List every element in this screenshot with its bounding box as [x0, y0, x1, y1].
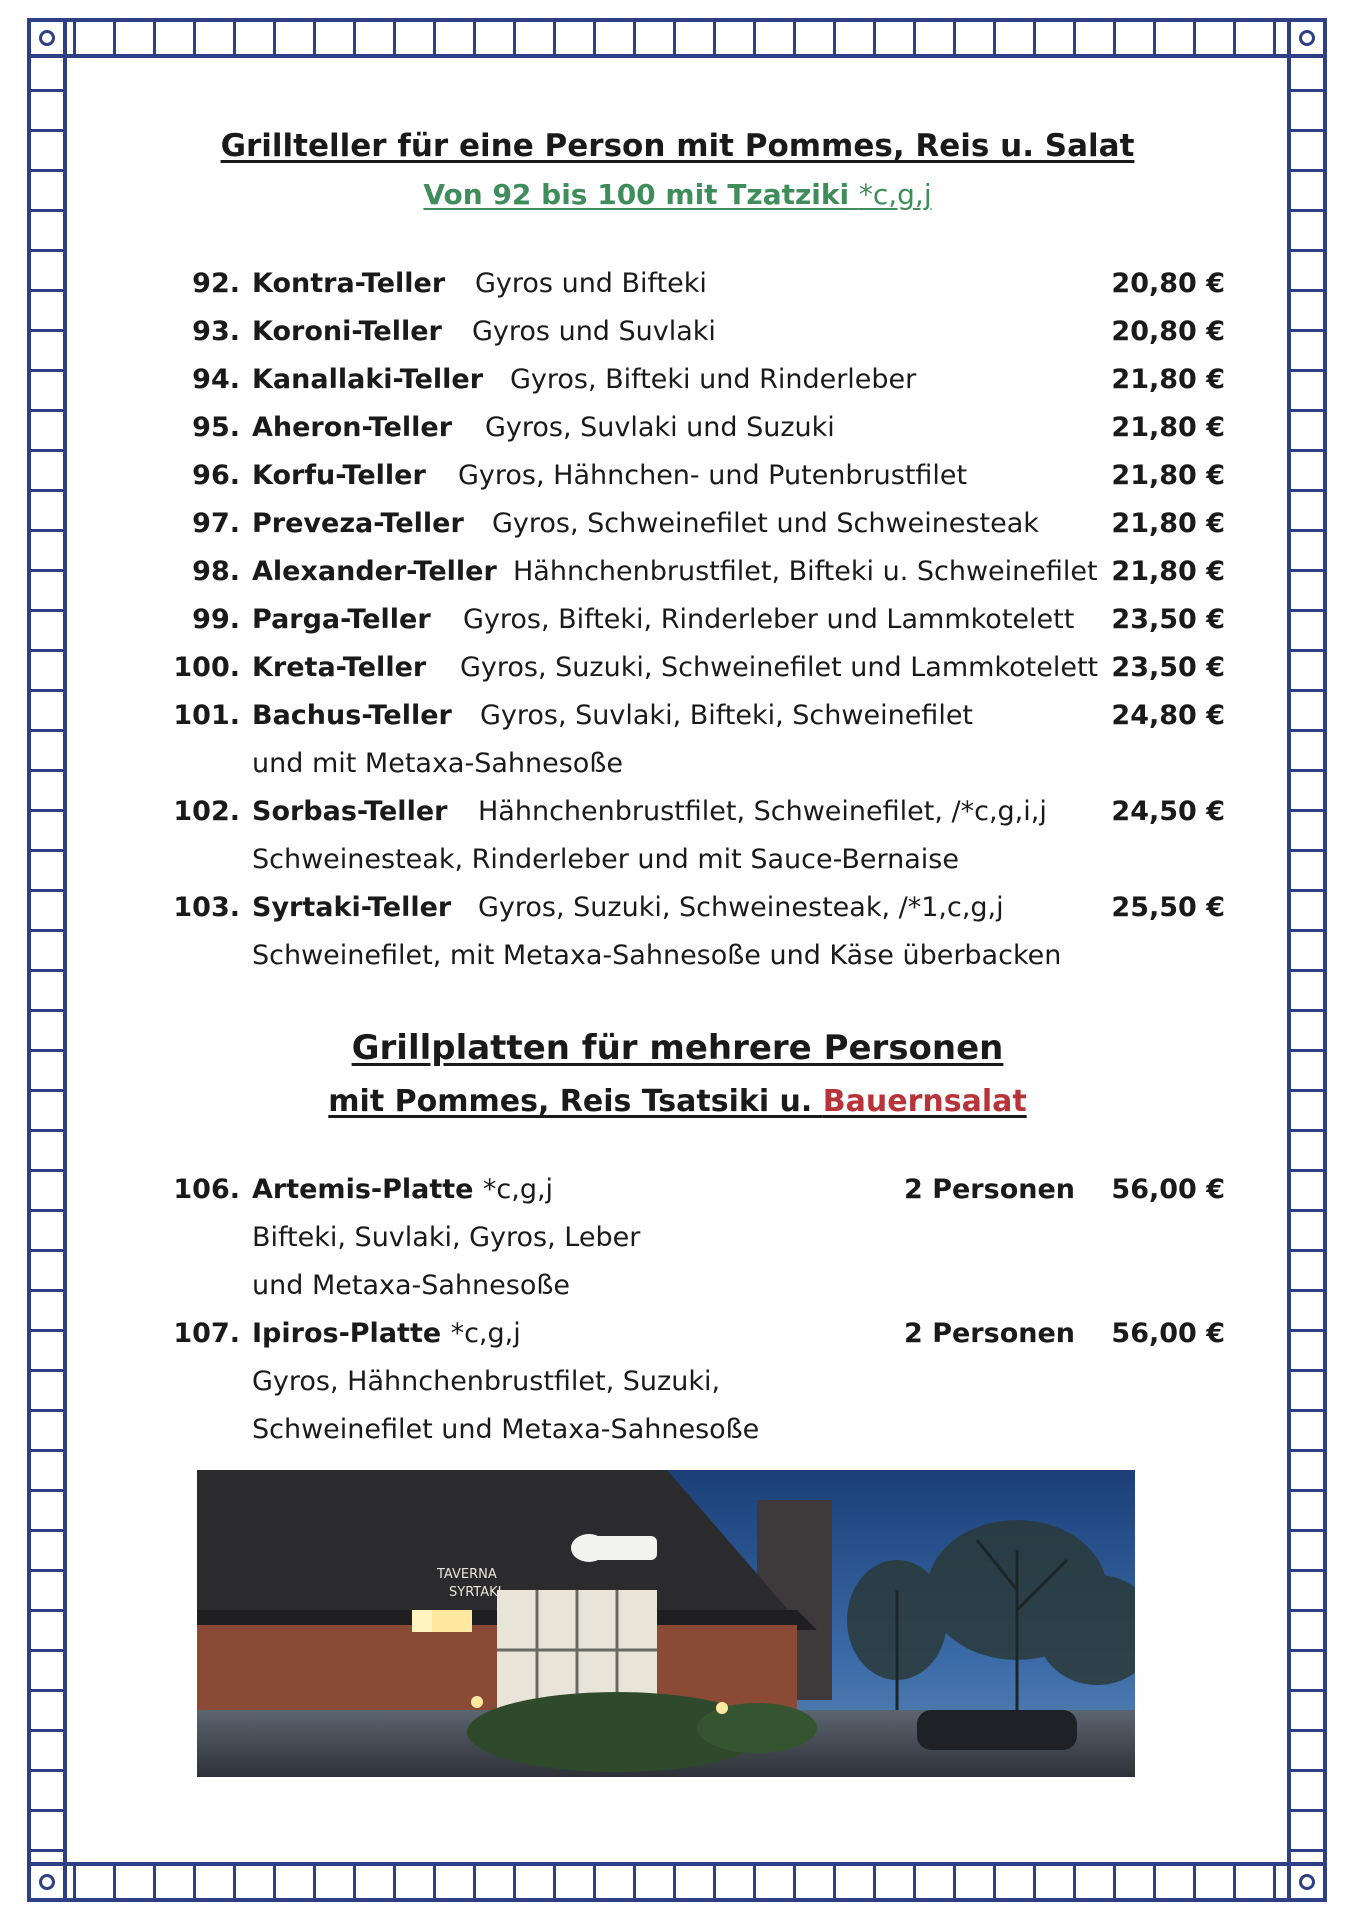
subtitle-accent: Bauernsalat	[822, 1084, 1027, 1119]
border-top	[27, 18, 1327, 58]
item-description: Gyros und Suvlaki	[472, 316, 716, 347]
item-description: Gyros und Bifteki	[475, 268, 707, 299]
border-right	[1287, 58, 1327, 1862]
item-price: 21,80 €	[1111, 508, 1225, 539]
item-name: Alexander-Teller	[252, 556, 497, 587]
item-persons: 2 Personen	[904, 1174, 1075, 1205]
item-price: 25,50 €	[1111, 892, 1225, 923]
item-name: Sorbas-Teller	[252, 796, 448, 827]
sign-text: TAVERNA	[437, 1567, 497, 1582]
item-name: Preveza-Teller	[252, 508, 464, 539]
border-bottom	[27, 1862, 1327, 1902]
item-number: 92.	[192, 268, 240, 299]
item-number: 106.	[173, 1174, 240, 1205]
item-price: 20,80 €	[1111, 268, 1225, 299]
item-number: 98.	[192, 556, 240, 587]
item-name-text: Artemis-Platte	[252, 1174, 474, 1205]
border-corner-ornament	[1287, 18, 1327, 58]
item-number: 99.	[192, 604, 240, 635]
item-description: Gyros, Suzuki, Schweinefilet und Lammkotelett	[460, 652, 1099, 683]
item-name: Aheron-Teller	[252, 412, 453, 443]
item-name: Kanallaki-Teller	[252, 364, 484, 395]
item-description: Gyros, Bifteki, Rinderleber und Lammkotelett	[463, 604, 1075, 635]
item-description-continued: Schweinefilet und Metaxa-Sahnesoße	[252, 1414, 760, 1445]
item-description: Gyros, Schweinefilet und Schweinesteak	[492, 508, 1039, 539]
item-description: Hähnchenbrustfilet, Bifteki u. Schweinefilet	[513, 556, 1098, 587]
item-number: 96.	[192, 460, 240, 491]
item-description: Bifteki, Suvlaki, Gyros, Leber	[252, 1222, 641, 1253]
item-name: Koroni-Teller	[252, 316, 442, 347]
subtitle-text: Von 92 bis 100 mit Tzatziki	[423, 178, 859, 211]
item-name: Kreta-Teller	[252, 652, 427, 683]
item-price: 24,80 €	[1111, 700, 1225, 731]
item-description-continued: und Metaxa-Sahnesoße	[252, 1270, 570, 1301]
item-number: 97.	[192, 508, 240, 539]
item-number: 94.	[192, 364, 240, 395]
item-number: 93.	[192, 316, 240, 347]
item-description: Gyros, Bifteki und Rinderleber	[510, 364, 917, 395]
section-title-grillplatten: Grillplatten für mehrere Personen	[351, 1028, 1004, 1068]
item-description: Gyros, Suvlaki und Suzuki	[485, 412, 835, 443]
item-number: 102.	[173, 796, 240, 827]
item-name: Korfu-Teller	[252, 460, 426, 491]
item-name	[252, 1310, 521, 1358]
item-description-continued: und mit Metaxa-Sahnesoße	[252, 748, 623, 779]
item-name: Kontra-Teller	[252, 268, 446, 299]
item-number: 95.	[192, 412, 240, 443]
border-corner-ornament	[27, 1862, 67, 1902]
item-price: 56,00 €	[1111, 1318, 1225, 1349]
border-corner-ornament	[1287, 1862, 1327, 1902]
item-name-text: Ipiros-Platte	[252, 1318, 442, 1349]
restaurant-exterior-image	[197, 1470, 1135, 1777]
section-title-grillteller: Grillteller für eine Person mit Pommes, Reis u. Salat	[220, 128, 1135, 164]
menu-page	[80, 70, 1275, 1850]
item-price: 23,50 €	[1111, 604, 1225, 635]
restaurant-photo	[197, 1470, 1135, 1777]
item-number: 107.	[173, 1318, 240, 1349]
item-number: 101.	[173, 700, 240, 731]
item-description-continued: Schweinesteak, Rinderleber und mit Sauce-Bernaise	[252, 844, 959, 875]
item-price: 56,00 €	[1111, 1174, 1225, 1205]
item-price: 21,80 €	[1111, 412, 1225, 443]
border-corner-ornament	[27, 18, 67, 58]
subtitle-text: mit Pommes, Reis Tsatsiki u.	[328, 1084, 823, 1119]
item-persons: 2 Personen	[904, 1318, 1075, 1349]
item-name	[252, 1166, 553, 1214]
allergen-codes: *c,g,j	[450, 1318, 521, 1349]
item-description: Gyros, Hähnchen- und Putenbrustfilet	[458, 460, 968, 491]
item-number: 103.	[173, 892, 240, 923]
item-price: 24,50 €	[1111, 796, 1225, 827]
item-price: 23,50 €	[1111, 652, 1225, 683]
item-description-continued: Schweinefilet, mit Metaxa-Sahnesoße und Käse überbacken	[252, 940, 1062, 971]
allergen-codes: *c,g,j	[858, 178, 932, 211]
item-description: Gyros, Hähnchenbrustfilet, Suzuki,	[252, 1366, 721, 1397]
item-name: Bachus-Teller	[252, 700, 452, 731]
item-description: Gyros, Suvlaki, Bifteki, Schweinefilet	[480, 700, 974, 731]
item-price: 20,80 €	[1111, 316, 1225, 347]
item-price: 21,80 €	[1111, 460, 1225, 491]
item-name: Parga-Teller	[252, 604, 431, 635]
section-subtitle-sides	[80, 1084, 1275, 1119]
item-price: 21,80 €	[1111, 556, 1225, 587]
item-price: 21,80 €	[1111, 364, 1225, 395]
item-number: 100.	[173, 652, 240, 683]
border-left	[27, 58, 67, 1862]
item-description: Gyros, Suzuki, Schweinesteak, /*1,c,g,j	[478, 892, 1004, 923]
item-name: Syrtaki-Teller	[252, 892, 452, 923]
section-subtitle-tzatziki	[80, 178, 1275, 211]
allergen-codes: *c,g,j	[482, 1174, 554, 1205]
item-description: Hähnchenbrustfilet, Schweinefilet, /*c,g,i,j	[478, 796, 1047, 827]
sign-text: SYRTAKI	[449, 1585, 502, 1600]
